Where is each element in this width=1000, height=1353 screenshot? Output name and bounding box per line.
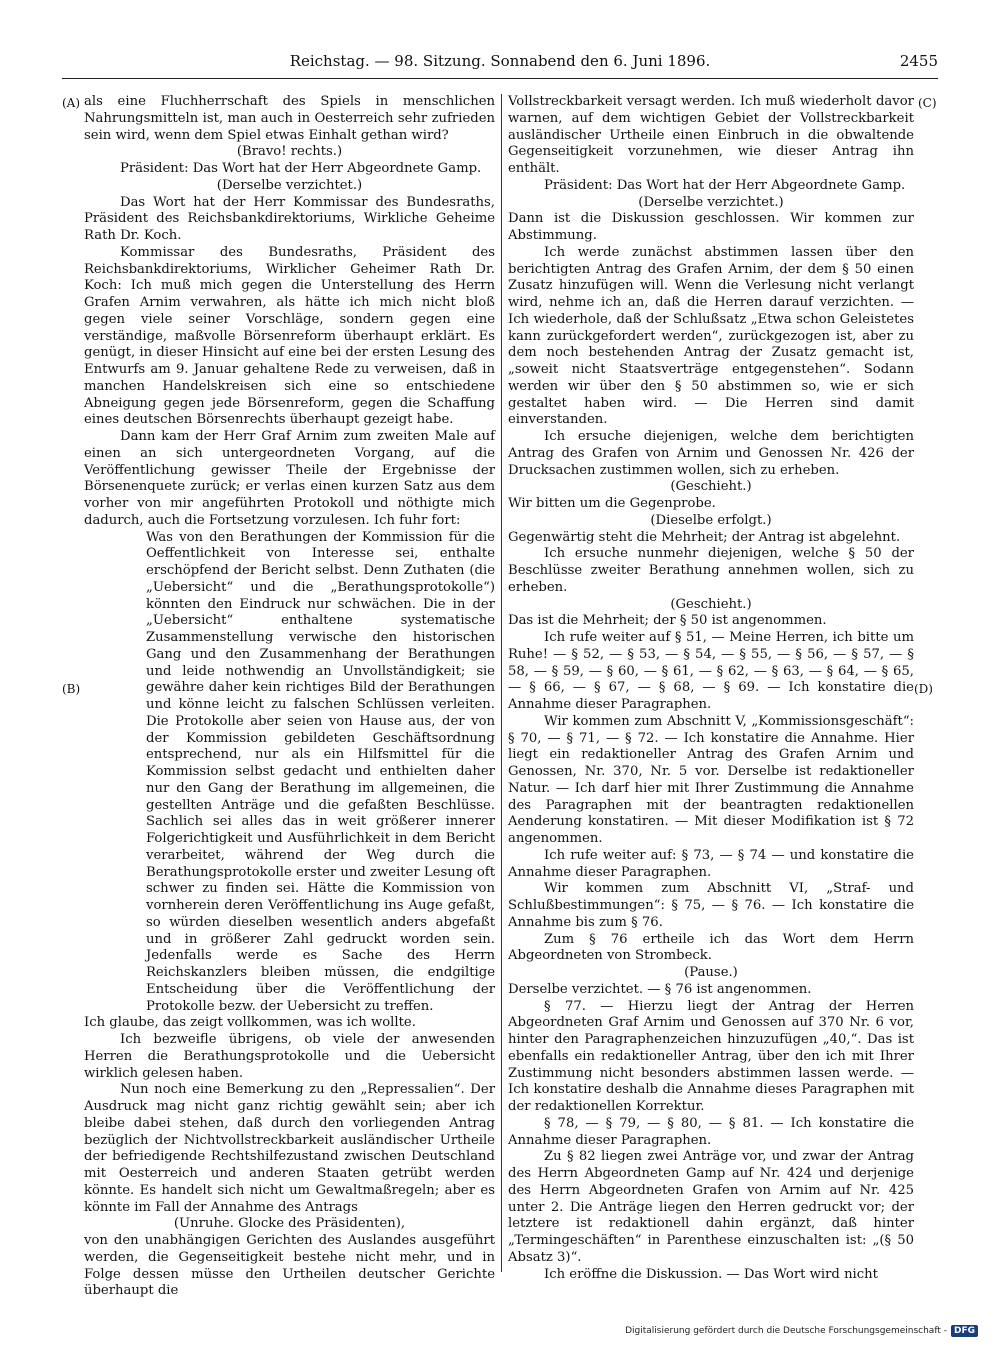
running-header: [62, 52, 938, 72]
right-column-paragraph: Ich eröffne die Diskussion. — Das Wort wird nicht: [544, 1266, 878, 1282]
right-column-paragraph: Wir bitten um die Gegenprobe.: [508, 496, 716, 511]
footer-credit: Digitalisierung gefördert durch die Deutsche Forschungsgemeinschaft -: [625, 1326, 947, 1336]
right-column-paragraph: (Geschieht.): [670, 596, 752, 612]
right-column-paragraph: Zum § 76 ertheile ich das Wort dem Herrn Abgeordneten von Strombeck.: [508, 931, 914, 964]
left-column-paragraph: Kommissar des Bundesraths, Präsident des Reichsbankdirektoriums, Wirklicher Geheimer Rath Dr. Koch: Ich muß mich gegen die Unterstellung des Herrn Grafen Arnim verwahren, als hätte ich mich nicht bloß gegen viele seiner Vorschläge, sondern gegen eine verständige, maßvolle Börsenreform überhaupt erklärt. Es genügt, in dieser Hinsicht auf eine bei der ersten Lesung des Entwurfs am 9. Januar gehaltene Rede zu verweisen, daß in manchen Handelskreisen sich eine so entschiedene Abneigung gegen jede Börsenreform, gegen die Schaffung eines deutschen Börsenrechts überhaupt gezeigt habe.: [84, 244, 495, 428]
left-column-paragraph: Dann kam der Herr Graf Arnim zum zweiten Male auf einen an sich untergeordneten Vorgang, auf die Veröffentlichung gewisser Theile der Ergebnisse der Börsenenquete zurück; er verlas einen kurzen Satz aus dem vorher von mir angeführten Protokoll und nöthigte mich dadurch, auch die Fortsetzung vorzulesen. Ich fuhr fort:: [84, 429, 495, 528]
right-column-paragraph: Wir kommen zum Abschnitt VI, „Straf- und Schlußbestimmungen“: § 75, — § 76. — Ich konstatire die Annahme bis zum § 76.: [508, 881, 914, 930]
right-column-paragraph: Ich ersuche nunmehr diejenigen, welche § 50 der Beschlüsse zweiter Berathung annehmen wollen, sich zu erheben.: [508, 546, 914, 595]
page-number: 2455: [899, 52, 938, 70]
right-column-paragraph: Dann ist die Diskussion geschlossen. Wir kommen zur Abstimmung.: [508, 211, 914, 243]
left-column-paragraph: Ich glaube, das zeigt vollkommen, was ich wollte.: [84, 1015, 416, 1031]
running-title: Reichstag. — 98. Sitzung. Sonnabend den 6. Juni 1896.: [289, 52, 711, 70]
left-column-paragraph: Was von den Berathungen der Kommission für die Oeffentlichkeit von Interesse sei, enthalte erschöpfend der Bericht selbst. Denn Zuthaten (die „Uebersicht“ und die „Berathungsprotokolle“) könnten den Eindruck nur schwächen. Die in der „Uebersicht“ enthaltene systematische Zusammenstellung verwische den historischen Gang und den Zusammenhang der Berathungen und leide nothwendig an Unvollständigkeit; sie gewähre daher kein richtiges Bild der Berathungen und könne leicht zu falschen Schlüssen verleiten. Die Protokolle aber seien von Hause aus, der von der Kommission gebildeten Geschäftsordnung entsprechend, nur als ein Hilfsmittel für die Kommission selbst gedacht und enthielten daher nur den Gang der Berathung im allgemeinen, die gestellten Anträge und die gefaßten Beschlüsse. Sachlich sei alles das in weit größerer innerer Folgerichtigkeit und Ausführlichkeit in dem Bericht verarbeitet, während der Weg durch die Berathungsprotokolle erster und zweiter Lesung oft schwer zu finden sei. Hätte die Kommission von vornherein deren Veröffentlichung ins Auge gefaßt, so würden dieselben wesentlich anders abgefaßt und in größerer Zahl gedruckt worden sein. Jedenfalls werde es Sache des Herrn Reichskanzlers bleiben müssen, die endgiltige Entscheidung über die Veröffentlichung der Protokolle bezw. der Uebersicht zu treffen.: [146, 529, 495, 1014]
margin-marker-b: (B): [62, 682, 81, 696]
right-column-paragraph: (Geschieht.): [670, 479, 752, 495]
left-column-paragraph: Präsident: Das Wort hat der Herr Abgeordnete Gamp.: [120, 161, 482, 176]
left-column-paragraph: von den unabhängigen Gerichten des Auslandes ausgeführt werden, die Gegenseitigkeit bestehe nicht mehr, und in Folge dessen müsse den Urtheilen deutscher Gerichte überhaupt die: [84, 1233, 495, 1299]
right-column-paragraph: Präsident: Das Wort hat der Herr Abgeordnete Gamp.: [544, 177, 906, 193]
right-column-paragraph: § 78, — § 79, — § 80, — § 81. — Ich konstatire die Annahme dieser Paragraphen.: [508, 1115, 914, 1148]
right-column: [508, 94, 914, 1283]
right-column-paragraph: Ich rufe weiter auf § 51, — Meine Herren, ich bitte um Ruhe! — § 52, — § 53, — § 54, — § 55, — § 56, — § 57, — § 58, — § 59, — § 60, — § 61, — § 62, — § 63, — § 64, — § 65, — § 66, — § 67, — § 68, — § 69. — Ich konstatire die Annahme dieser Paragraphen.: [508, 630, 914, 712]
margin-marker-c: (C): [918, 96, 937, 110]
left-column-paragraph: (Bravo! rechts.): [236, 144, 343, 160]
dfg-logo: DFG: [951, 1325, 978, 1337]
margin-marker-a: (A): [62, 96, 81, 110]
right-column-paragraph: Zu § 82 liegen zwei Anträge vor, und zwar der Antrag des Herrn Abgeordneten Gamp auf Nr. 424 und derjenige des Herrn Abgeordneten Grafen von Arnim auf Nr. 425 unter 2. Die Anträge liegen den Herren gedruckt vor; der letztere ist redaktionell dahin ergänzt, daß hinter „Termingeschäften“ in Parenthese einzuschalten ist: „(§ 50 Absatz 3)“.: [508, 1149, 914, 1265]
right-column-paragraph: (Derselbe verzichtet.): [638, 194, 784, 210]
right-column-paragraph: Ich rufe weiter auf: § 73, — § 74 — und konstatire die Annahme dieser Paragraphen.: [508, 847, 914, 880]
right-column-paragraph: Das ist die Mehrheit; der § 50 ist angenommen.: [508, 613, 827, 629]
right-column-paragraph: Gegenwärtig steht die Mehrheit; der Antrag ist abgelehnt.: [508, 529, 901, 545]
left-column-paragraph: (Derselbe verzichtet.): [216, 177, 363, 193]
footer: [625, 1325, 978, 1337]
right-column-paragraph: Derselbe verzichtet. — § 76 ist angenommen.: [508, 981, 812, 997]
right-column-paragraph: (Dieselbe erfolgt.): [650, 512, 772, 528]
left-column-paragraph: (Unruhe. Glocke des Präsidenten),: [173, 1216, 406, 1232]
right-column-paragraph: § 77. — Hierzu liegt der Antrag der Herren Abgeordneten Graf Arnim und Genossen auf 370 Nr. 6 vor, hinter den Paragraphenzeichen hinzuzufügen „40,“. Das ist ebenfalls ein redaktioneller Antrag, über den ich mit Ihrer Zustimmung nicht besonders abstimmen lassen werde. — Ich konstatire deshalb die Annahme dieses Paragraphen mit der redaktionellen Korrektur.: [508, 998, 914, 1114]
right-column-paragraph: Wir kommen zum Abschnitt V, „Kommissionsgeschäft“: § 70, — § 71, — § 72. — Ich konstatire die Annahme. Hier liegt ein redaktioneller Antrag des Grafen Arnim und Genossen, Nr. 370, Nr. 5 vor. Derselbe ist redaktioneller Natur. — Ich darf hier mit Ihrer Zustimmung die Annahme des Paragraphen mit der beantragten redaktionellen Aenderung konstatiren. — Mit dieser Modifikation ist § 72 angenommen.: [508, 713, 914, 846]
right-column-paragraph: Ich werde zunächst abstimmen lassen über den berichtigten Antrag des Grafen Arnim, der dem § 50 einen Zusatz hinzufügen will. Wenn die Verlesung nicht verlangt wird, nehme ich an, daß die Herren darauf verzichten. — Ich wiederhole, daß der Schlußsatz „Etwa schon Geleistetes kann zurückgefordert werden“, zurückgezogen ist, aber zu dem noch bestehenden Antrag der Zusatz gemacht ist, „soweit nicht Staatsverträge entgegenstehen“. Sodann werden wir über den § 50 abstimmen so, wie er sich gestaltet haben wird. — Die Herren sind damit einverstanden.: [508, 244, 914, 428]
margin-marker-d: (D): [914, 682, 933, 696]
left-column-paragraph: Das Wort hat der Herr Kommissar des Bundesraths, Präsident des Reichsbankdirektoriums, Wirkliche Geheime Rath Dr. Koch.: [84, 194, 495, 243]
header-rule: [62, 78, 938, 79]
left-column-paragraph: Ich bezweifle übrigens, ob viele der anwesenden Herren die Berathungsprotokolle und die Uebersicht wirklich gelesen haben.: [84, 1032, 495, 1081]
right-column-paragraph: (Pause.): [684, 965, 738, 980]
right-column-paragraph: Ich ersuche diejenigen, welche dem berichtigten Antrag des Grafen von Arnim und Genossen Nr. 426 der Drucksachen zustimmen wollen, sich zu erheben.: [508, 429, 914, 478]
right-column-paragraph: Vollstreckbarkeit versagt werden. Ich muß wiederholt davor warnen, auf dem wichtigen Gebiet der Vollstreckbarkeit ausländischer Urtheile einen Einbruch in die obwaltende Gegenseitigkeit vorzunehmen, wie dieser Antrag ihn enthält.: [508, 94, 914, 176]
left-column-paragraph: als eine Fluchherrschaft des Spiels in menschlichen Nahrungsmitteln ist, man auch in Oesterreich sehr zufrieden sein wird, wenn dem Spiel etwas Einhalt gethan wird?: [84, 94, 495, 143]
left-column: [84, 94, 495, 1300]
left-column-paragraph: Nun noch eine Bemerkung zu den „Repressalien“. Der Ausdruck mag nicht ganz richtig gewählt sein; aber ich bleibe dabei stehen, daß durch den vorliegenden Antrag bezüglich der Nichtvollstreckbarkeit ausländischer Urtheile der befriedigende Rechtshilfezustand zwischen Deutschland mit Oesterreich und anderen Staaten getrübt werden könnte. Es handelt sich nicht um Gewaltmaßregeln; aber es könnte im Fall der Annahme des Antrags: [84, 1082, 495, 1215]
column-divider: [501, 94, 502, 1272]
